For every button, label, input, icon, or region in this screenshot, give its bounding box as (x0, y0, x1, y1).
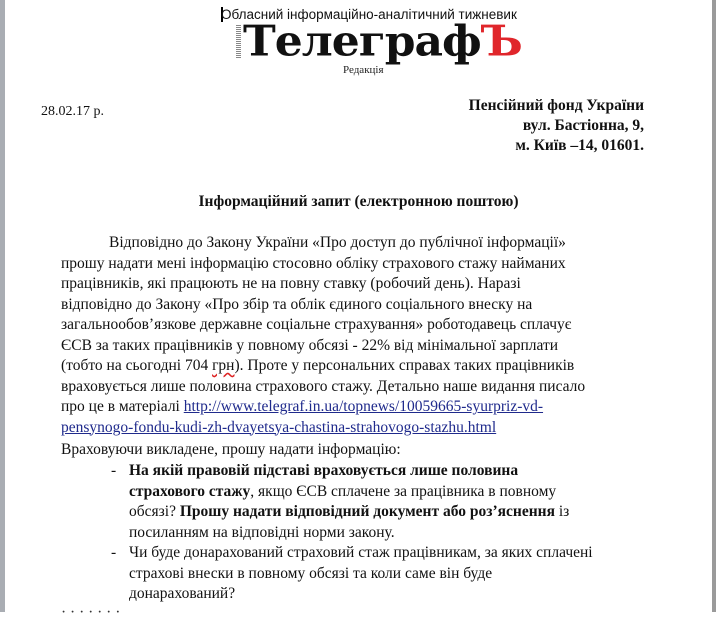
item-line (129, 502, 593, 523)
article-link-continued[interactable]: pensynogo-fondu-kudi-zh-dvayetsya-chastina-strahovogo-stazhu.html (61, 418, 497, 436)
list-item (61, 543, 593, 605)
item-line (129, 482, 593, 503)
text-segment: обсязі? (129, 503, 180, 520)
spellcheck-flagged-word[interactable]: грн (212, 357, 235, 374)
list-dash: - (111, 462, 117, 479)
recipient-line: м. Київ –14, 01601. (515, 137, 644, 154)
text-segment: про це в матеріалі (61, 398, 184, 415)
list-dash: - (111, 544, 117, 561)
text-segment: страхового стажу (129, 482, 251, 500)
letter-title: Інформаційний запит (електронною поштою) (198, 193, 519, 210)
editorial-label: Редакція (343, 64, 384, 76)
body-line: працівників, які працюють не на повну ставку (робочий день). Наразі (61, 275, 521, 292)
request-list (61, 461, 593, 605)
body-line: враховується лише половина страхового стажу. Детально наше видання писало (61, 377, 586, 395)
recipient-line: Пенсійний фонд України (468, 97, 644, 114)
masthead-subtitle: Обласний інформаційно-аналітичний тижневик (221, 7, 517, 22)
logo-main: Телеграф (243, 17, 481, 66)
text-segment: із (554, 503, 570, 520)
cut-off-text-line: · · · · · · · (61, 604, 121, 621)
item-line: Чи буде донарахований страховий стаж працівникам, за яких сплачені (129, 544, 593, 561)
window-edge-right (712, 0, 716, 612)
item-line: На якій правовій підставі враховується лише половина (129, 462, 519, 479)
item-line: страхові внески в повному обсязі та коли саме він буде (129, 564, 493, 582)
recipient-address (469, 96, 644, 156)
logo-side-strip (236, 25, 241, 59)
newspaper-logo (243, 17, 522, 66)
body-line (61, 356, 661, 377)
text-segment: , якщо ЄСВ сплачене за працівника в повному (250, 482, 557, 500)
item-line: донарахований? (129, 585, 236, 602)
request-intro: Враховуючи викладене, прошу надати інформацію: (61, 441, 401, 458)
text-segment: (тобто на сьогодні 704 (61, 357, 213, 374)
body-line: прошу надати мені інформацію стосовно обліку страхового стажу найманих (61, 254, 566, 272)
letter-body (61, 233, 661, 438)
body-line (61, 397, 661, 418)
body-line (61, 418, 661, 439)
body-line: ЄСВ за таких працівників у повному обсязі - 22% від мінімальної зарплати (61, 336, 559, 354)
list-item (61, 461, 593, 543)
document-page (5, 0, 712, 621)
article-link[interactable]: http://www.telegraf.in.ua/topnews/10059665-syurpriz-vd- (183, 398, 544, 415)
recipient-line: вул. Бастіонна, 9, (522, 117, 644, 134)
body-line: Відповідно до Закону України «Про доступ до публічної інформації» (109, 234, 566, 251)
text-segment: Прошу надати відповідний документ або роз’яснення (179, 503, 555, 520)
text-segment: ). Проте у персональних справах таких працівників (234, 357, 575, 374)
body-line: загальнообов’язкове державне соціальне страхування» роботодавець сплачує (61, 316, 572, 333)
logo-accent: Ъ (480, 17, 522, 66)
letter-date: 28.02.17 р. (41, 104, 104, 119)
item-line: посиланням на відповідні норми закону. (129, 523, 395, 541)
body-line: відповідно до Закону «Про збір та облік єдиного соціального внеску на (61, 295, 533, 313)
